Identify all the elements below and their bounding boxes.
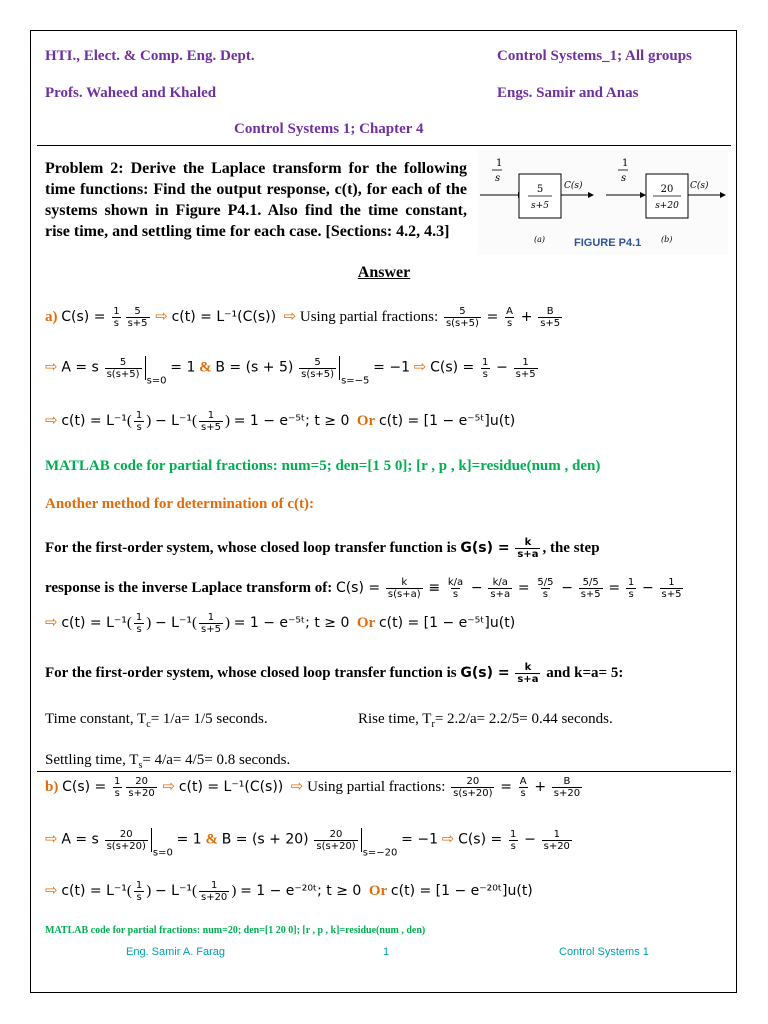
- first-order-line-3: ⇨ c(t) = L⁻¹( $\frac{1}{s}$ ) − L⁻¹( $\frac{1}{s+5}$ ) = 1 − e⁻⁵ᵗ; t ≥ 0 Or c(t) = [1 − e⁻⁵ᵗ]u(t): [45, 612, 516, 635]
- part-b-label: b): [45, 778, 59, 795]
- part-a-line-2: ⇨ A = s $\frac{5}{s(s+5)}$ $_{s=0}$ = 1 & B = (s + 5) $\frac{5}{s(s+5)}$ $_{s=-5}$ = −1 ⇨ C(s) = $\frac{1}{s}$ − $\frac{1}{s+5}$: [45, 356, 536, 387]
- fig-a-input-den: s: [495, 173, 501, 184]
- first-order-line-2: response is the inverse Laplace transform of: C(s) = $\frac{k}{s(s+a)}$ ≡ $\frac{k/a}{s}$ − $\frac{k/a}{s+a}$ = $\frac{5/5}{s}$ − $\frac{5/5}{s+5}$ = $\frac{1}{s}$ − $\frac{1}{s+5}$: [45, 577, 682, 600]
- first-order-line-1: For the first-order system, whose closed loop transfer function is G(s) = $\frac{k}{s+a}$ , the step: [45, 537, 600, 560]
- part-b-matlab: MATLAB code for partial fractions: num=20; den=[1 20 0]; [r , p , k]=residue(num , den): [45, 925, 426, 936]
- settling-time: Settling time, $T_s= 4/a= 4/5= 0.8$ seconds.: [45, 752, 291, 771]
- footer-author: Eng. Samir A. Farag: [126, 946, 226, 958]
- fig-a-block-num: 5: [536, 184, 544, 195]
- part-b-line-3: ⇨ c(t) = L⁻¹( $\frac{1}{s}$ ) − L⁻¹( $\frac{1}{s+20}$ ) = 1 − e⁻²⁰ᵗ; t ≥ 0 Or c(t) = [1 − e⁻²⁰ᵗ]u(t): [45, 880, 533, 903]
- header-professors: Profs. Waheed and Khaled: [45, 85, 217, 101]
- fig-b-input-num: 1: [622, 158, 629, 169]
- fig-a-output: C(s): [564, 181, 583, 191]
- header-engineers: Engs. Samir and Anas: [497, 85, 639, 101]
- chapter-title: Control Systems 1; Chapter 4: [234, 121, 424, 137]
- another-method-heading: Another method for determination of c(t):: [45, 496, 314, 512]
- problem-statement: Problem 2: Derive the Laplace transform for the following time functions: Find the output response, c(t), for each of the systems shown in Figure P4.1. Also find the time constant, rise time, and settling time for each case. [Sections: 4.2, 4.3]: [45, 160, 467, 240]
- header-divider: [37, 145, 731, 146]
- part-a-line-3: ⇨ c(t) = L⁻¹( $\frac{1}{s}$ ) − L⁻¹( $\frac{1}{s+5}$ ) = 1 − e⁻⁵ᵗ; t ≥ 0 Or c(t) = [1 − e⁻⁵ᵗ]u(t): [45, 410, 516, 433]
- figure-caption: FIGURE P4.1: [574, 237, 642, 249]
- fig-a-input-num: 1: [496, 158, 503, 169]
- part-a-line-1: a) C(s) = $\frac{1}{s}$ $\frac{5}{s+5}$ ⇨ c(t) = L⁻¹(C(s)) ⇨ Using partial fractions: $\frac{5}{s(s+5)}$ = $\frac{A}{s}$ + $\frac{B}{s+5}$: [45, 306, 561, 329]
- fig-a-block-den: s+5: [531, 201, 549, 211]
- fig-b-input-den: s: [621, 173, 627, 184]
- first-order-line-4: For the first-order system, whose closed loop transfer function is G(s) = $\frac{k}{s+a}$ and k=a= 5:: [45, 662, 624, 685]
- footer-page-number: 1: [383, 946, 390, 958]
- part-b-line-2: ⇨ A = s $\frac{20}{s(s+20)}$ $_{s=0}$ = 1 & B = (s + 20) $\frac{20}{s(s+20)}$ $_{s=-20}$ = −1 ⇨ C(s) = $\frac{1}{s}$ − $\frac{1}{s+20}$: [45, 828, 570, 859]
- fig-b-block-den: s+20: [655, 201, 679, 211]
- rise-time: Rise time, $T_r= 2.2/a= 2.2/5= 0.44$ seconds.: [358, 711, 613, 730]
- header-department: HTI., Elect. & Comp. Eng. Dept.: [45, 48, 255, 64]
- part-b-line-1: b) C(s) = $\frac{1}{s}$ $\frac{20}{s+20}$ ⇨ c(t) = L⁻¹(C(s)) ⇨ Using partial fractions: $\frac{20}{s(s+20)}$ = $\frac{A}{s}$ + $\frac{B}{s+20}$: [45, 776, 581, 799]
- figure-p4-1: [478, 150, 728, 255]
- footer-course: Control Systems 1: [559, 946, 649, 958]
- part-divider: [37, 771, 731, 772]
- fig-a-label: (a): [534, 235, 546, 244]
- part-a-label: a): [45, 308, 58, 325]
- fig-b-block-num: 20: [660, 184, 674, 195]
- fig-b-label: (b): [661, 235, 673, 244]
- part-a-matlab: MATLAB code for partial fractions: num=5; den=[1 5 0]; [r , p , k]=residue(num , den): [45, 458, 601, 474]
- time-constant: Time constant, $T_c= 1/a= 1/5$ seconds.: [45, 711, 268, 730]
- header-course: Control Systems_1; All groups: [497, 48, 692, 64]
- fig-b-output: C(s): [690, 181, 709, 191]
- answer-heading: Answer: [357, 264, 411, 281]
